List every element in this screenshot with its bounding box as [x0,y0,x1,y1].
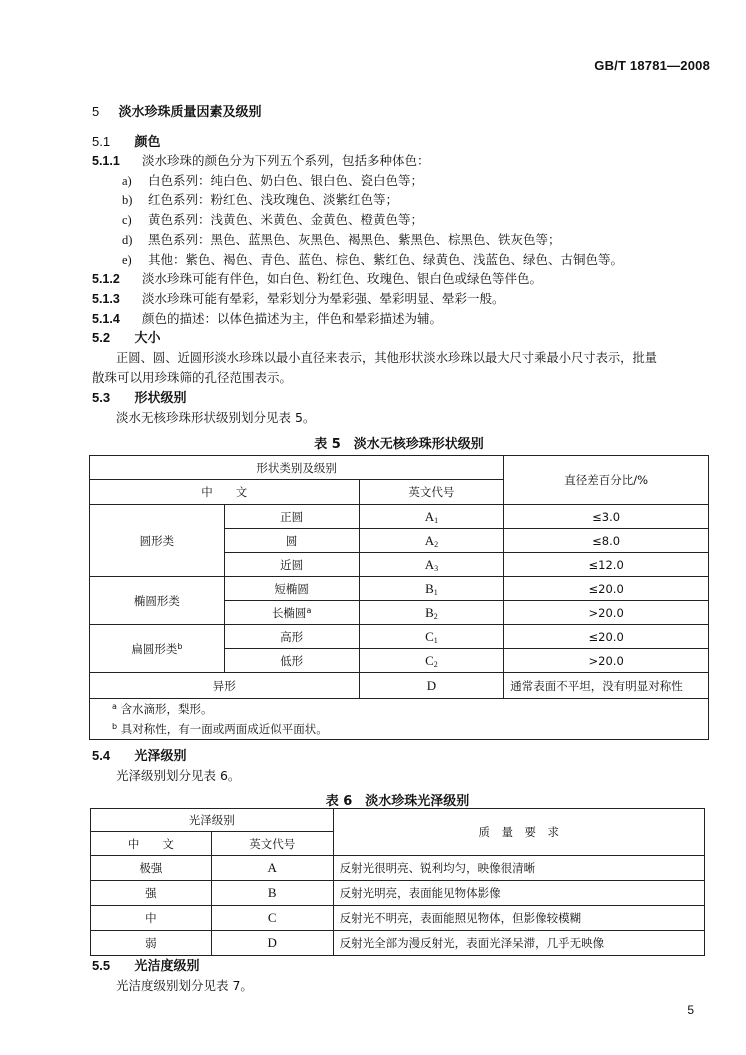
list-item [122,173,423,189]
code-sub: 1 [434,515,439,525]
table-row [90,673,709,699]
code: A [424,508,435,524]
code-cell: C [211,906,333,931]
table-header-group: 光泽级别 [91,809,334,832]
note-text: 具对称性，有一面或两面成近似平面状。 [120,722,328,736]
code-sub: 1 [433,635,438,645]
list-item [122,252,623,268]
category-cell: 圆形类 [90,505,225,577]
clause-5-1-3 [92,291,505,307]
clause-text: 淡水珍珠的颜色分为下列五个系列，包括多种体色： [141,153,430,168]
list-mark: e) [122,253,132,267]
category-cell [90,625,225,673]
section-5-1-heading [92,134,161,151]
list-item [122,212,423,228]
list-mark: c) [122,213,132,227]
section-5-4-heading [92,748,187,765]
section-number: 5.3 [92,390,111,405]
code-sub: 1 [433,587,438,597]
note-cell [90,699,709,720]
code-cell [359,505,504,529]
list-item [122,232,561,248]
clause-text: 颜色的描述：以体色描述为主，伴色和晕彩描述为辅。 [141,311,442,326]
code-cell: D [359,673,504,699]
note-mark: b [112,722,118,731]
clause-number: 5.1.1 [92,154,120,168]
section-number: 5.2 [92,330,111,345]
grade-cell: 正圆 [224,505,359,529]
size-paragraph-line2: 散珠可以用珍珠筛的孔径范围表示。 [92,370,293,385]
code-cell: B [211,881,333,906]
grade-cell: 圆 [224,529,359,553]
table-note [90,699,709,720]
table-header-en: 英文代号 [211,832,333,856]
clause-5-1-2 [92,271,542,287]
value-cell: ≤20.0 [504,625,709,649]
grade-cell: 近圆 [224,553,359,577]
section-title: 颜色 [134,135,161,150]
grade-cell: 弱 [91,931,212,956]
grade: 长椭圆 [271,605,307,620]
grade-cell: 极强 [91,856,212,881]
footnote-ref: b [177,641,183,651]
section-5-4-text: 光泽级别划分见表 6。 [116,768,241,783]
clause-text: 淡水珍珠可能有伴色，如白色、粉红色、玫瑰色、银白色或绿色等伴色。 [141,271,542,286]
category-cell: 异形 [90,673,360,699]
section-5-3-text: 淡水无核珍珠形状级别划分见表 5。 [116,410,316,425]
code: A [424,556,435,572]
code-sub: 2 [434,539,439,549]
code-cell [359,625,504,649]
value-cell: ≤12.0 [504,553,709,577]
table-header-en: 英文代号 [359,480,504,505]
clause-number: 5.1.2 [92,272,120,286]
table-row [91,856,705,881]
section-title: 形状级别 [134,391,187,406]
code: C [425,652,434,668]
clause-number: 5.1.4 [92,312,120,326]
table-row [90,505,709,529]
section-5-3-heading [92,390,187,407]
section-number: 5.4 [92,748,111,763]
code-cell [359,601,504,625]
list-mark: a) [122,174,132,188]
table-row [90,577,709,601]
table-header-requirement: 质 量 要 求 [333,809,704,856]
grade-cell: 中 [91,906,212,931]
table-row [91,906,705,931]
section-5-5-heading [92,958,200,975]
value-cell: ≤3.0 [504,505,709,529]
code: B [425,580,434,596]
value-cell: ≤20.0 [504,577,709,601]
table-6-caption: 表 6 淡水珍珠光泽级别 [325,794,470,809]
section-5-heading [92,104,262,121]
grade-cell: 短椭圆 [224,577,359,601]
list-text: 黑色系列：黑色、蓝黑色、灰黑色、褐黑色、紫黑色、棕黑色、铁灰色等； [148,232,561,247]
list-text: 其他：紫色、褐色、青色、蓝色、棕色、紫红色、绿黄色、浅蓝色、绿色、古铜色等。 [148,252,624,267]
requirement-cell: 反射光很明亮、锐利均匀，映像很清晰 [333,856,704,881]
table-header-cn: 中 文 [90,480,360,505]
note-text: 含水滴形，梨形。 [120,702,213,716]
list-mark: b) [122,193,133,207]
table-header-cn: 中 文 [91,832,212,856]
section-number: 5.5 [92,958,111,973]
value-cell: >20.0 [504,649,709,673]
note-cell [90,719,709,740]
code-cell [359,649,504,673]
grade-cell: 高形 [224,625,359,649]
table-note [90,719,709,740]
list-text: 白色系列：纯白色、奶白色、银白色、瓷白色等； [148,173,424,188]
table-6 [90,808,705,956]
table-5-caption: 表 5 淡水无核珍珠形状级别 [314,437,484,452]
code-cell: A [211,856,333,881]
section-title: 大小 [134,331,161,346]
code-sub: 3 [434,563,439,573]
page-number: 5 [687,1003,694,1017]
table-5 [89,455,709,740]
grade-cell: 低形 [224,649,359,673]
requirement-cell: 反射光明亮，表面能见物体影像 [333,881,704,906]
code: C [425,628,434,644]
code: A [424,532,435,548]
list-text: 红色系列：粉红色、浅玫瑰色、淡紫红色等； [148,192,399,207]
code-cell [359,577,504,601]
section-title: 光洁度级别 [134,959,200,974]
value-cell: ≤8.0 [504,529,709,553]
footnote-ref: a [306,605,312,615]
size-paragraph-line1: 正圆、圆、近圆形淡水珍珠以最小直径来表示，其他形状淡水珍珠以最大尺寸乘最小尺寸表示，批量 [116,351,658,365]
table-row [91,881,705,906]
list-item [122,192,398,208]
code-cell [359,529,504,553]
category: 扁圆形类 [131,641,178,656]
standard-code: GB/T 18781—2008 [594,58,710,73]
section-title: 淡水珍珠质量因素及级别 [118,105,262,120]
value-cell: 通常表面不平坦，没有明显对称性 [504,673,709,699]
table-header-value: 直径差百分比/% [504,456,709,505]
list-text: 黄色系列：浅黄色、米黄色、金黄色、橙黄色等； [148,212,424,227]
code-cell [359,553,504,577]
table-header-group: 形状类别及级别 [90,456,504,480]
code: B [425,604,434,620]
code-sub: 2 [433,611,438,621]
category-cell: 椭圆形类 [90,577,225,625]
clause-number: 5.1.3 [92,292,120,306]
clause-text: 淡水珍珠可能有晕彩，晕彩划分为晕彩强、晕彩明显、晕彩一般。 [141,291,505,306]
section-number: 5.1 [92,134,111,149]
table-row [90,625,709,649]
value-cell: >20.0 [504,601,709,625]
requirement-cell: 反射光不明亮，表面能照见物体，但影像较模糊 [333,906,704,931]
requirement-cell: 反射光全部为漫反射光，表面光泽呆滞，几乎无映像 [333,931,704,956]
code-sub: 2 [433,659,438,669]
clause-5-1-1 [92,153,430,169]
note-mark: a [112,702,117,711]
code-cell: D [211,931,333,956]
clause-5-1-4 [92,311,442,327]
grade-cell: 强 [91,881,212,906]
section-title: 光泽级别 [134,749,187,764]
section-number: 5 [92,104,100,119]
section-5-5-text: 光洁度级别划分见表 7。 [116,978,253,993]
table-row [91,931,705,956]
section-5-2-heading [92,330,161,347]
grade-cell [224,601,359,625]
list-mark: d) [122,233,133,247]
